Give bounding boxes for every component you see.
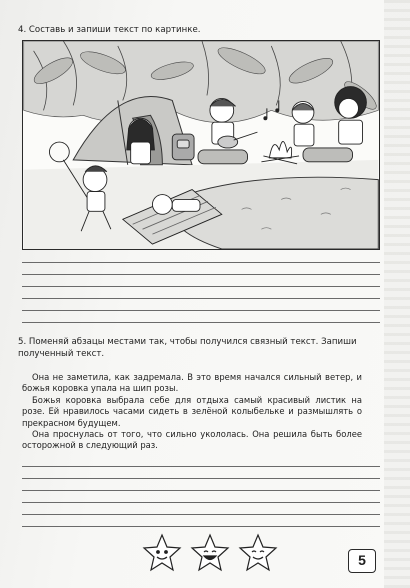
writing-line — [22, 466, 380, 467]
writing-line — [22, 502, 380, 503]
laughing-star-icon[interactable] — [192, 535, 228, 570]
writing-line — [22, 514, 380, 515]
page-edge-bleed — [384, 0, 410, 588]
story-paragraph-2: Божья коровка выбрала себе для отдыха самый красивый листик на розе. Ей нравилось часами сидеть в зелёной колыбельке и размышлять о прекрасном будущем. — [22, 394, 362, 428]
page-number: 5 — [348, 549, 376, 573]
task-5-instruction: 5. Поменяй абзацы местами так, чтобы получился связный текст. Запиши полученный текст. — [18, 337, 357, 359]
writing-line — [22, 478, 380, 479]
camping-illustration — [22, 40, 380, 250]
writing-line — [22, 298, 380, 299]
smiling-star-icon[interactable] — [144, 535, 180, 570]
story-paragraph-3: Она проснулась от того, что сильно укололась. Она решила быть более осторожной в следующий раз. — [22, 429, 362, 451]
writing-line — [22, 526, 380, 527]
story-paragraphs — [22, 372, 362, 452]
writing-line — [22, 322, 380, 323]
writing-line — [22, 274, 380, 275]
task-4-instruction: 4. Составь и запиши текст по картинке. — [18, 25, 201, 35]
writing-line — [22, 310, 380, 311]
writing-line — [22, 262, 380, 263]
writing-line — [22, 286, 380, 287]
story-paragraph-1: Она не заметила, как задремала. В это время начался сильный ветер, и божья коровка упала на шип розы. — [22, 372, 362, 394]
camping-scene-drawing — [23, 41, 379, 249]
self-assessment-stars — [140, 532, 280, 572]
writing-line — [22, 490, 380, 491]
happy-star-icon[interactable] — [240, 535, 276, 570]
